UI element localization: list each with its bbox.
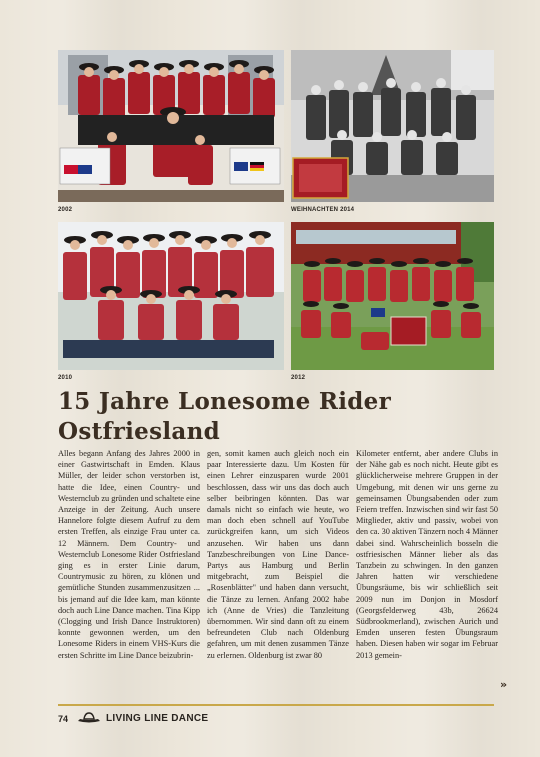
photo-2010 — [58, 222, 284, 370]
footer-divider — [58, 704, 494, 706]
photo-weihnachten-2014 — [291, 50, 494, 202]
article-column-1 — [58, 448, 200, 661]
photo-2012 — [291, 222, 494, 370]
photo-2002 — [58, 50, 284, 202]
page-number: 74 — [58, 714, 69, 724]
continue-arrow-icon: » — [500, 678, 508, 691]
article-paragraph: gen, somit kamen auch gleich noch ein paar Interessierte dazu. Um Kosten für einen Lehrer einzusparen wurde 2001 beschlossen, dass wir uns das doch auch selber beibringen könnten. Das war damals nicht so einfach wie heute, wo man doch eben schnell auf YouTube zurückgreifen kann, um sich Videos anzusehen. Wir haben uns dann Tanzbeschreibungen von Line Dance-Partys aus Hamburg und Berlin mitgebracht, zum Beispiel die „Rosenblätter" und haben dann versucht, die Tänze zu lernen. Anfang 2002 habe ich (Anne de Vries) die Tanzleitung übernommen. Wir sind dann oft zu einem befreundeten Club nach Oldenburg gefahren, um mit denen zusammen Tänze zu erlernen. Oldenburg ist zwar 80 — [207, 449, 349, 660]
photo-caption-weihnachten-2014: WEIHNACHTEN 2014 — [291, 207, 355, 213]
article-column-3 — [356, 448, 498, 661]
article-column-2 — [207, 448, 349, 661]
article-paragraph: Alles begann Anfang des Jahres 2000 in einer Gastwirtschaft in Emden. Klaus Müller, der leider schon verstorben ist, hatte die Idee, einen Country- und Westernclub zu gründen und schaltete eine Anzeige in der Zeitung. Auch unsere Hannelore folgte diesem Aufruf zu dem ersten Treffen, als einzige Frau unter ca. 12 Männern. Dem Country- und Westernclub Lonesome Rider Ostfriesland ging es in erster Linie darum, Countrymusic zu hören, zu klönen und gemütliche Stunden zusammenzusitzen ... bis jemand auf die Idee kam, man könnte doch auch Line Dance machen. Tina Kipp (Clogging und Irish Dance Instruktoren) konnte gewonnen werden, um den Lonesome Riders in einem VHS-Kurs die ersten Schritte im Line Dance beizubrin- — [58, 449, 200, 660]
cowboy-hat-logo-icon — [76, 711, 102, 725]
photo-caption-2012: 2012 — [291, 375, 306, 381]
magazine-name: LIVING LINE DANCE — [106, 713, 209, 724]
photo-caption-2002: 2002 — [58, 207, 73, 213]
article-title: 15 Jahre Lonesome Rider Ostfriesland — [58, 388, 391, 445]
photo-caption-2010: 2010 — [58, 375, 73, 381]
article-paragraph: Kilometer entfernt, aber andere Clubs in der Nähe gab es noch nicht. Heute gibt es glücklicherweise mehrere Gruppen in der Umgebung, mit denen wir uns gerne zu gemeinsamen Übungsabenden oder zum Feiern treffen. Inzwischen sind wir fast 50 Mitglieder, aktiv und passiv, wobei von den ca. 30 aktiven Tänzern noch 4 Männer dabei sind. Wahrscheinlich bosseln die ostfriesischen Männer lieber als das Tanzbein zu schwingen. In den ganzen Jahren hatten wir verschiedene Übungsräume, bis wir schließlich seit 2009 nun im Donjon in Mosdorf (Georgsfelderweg 43b, 26624 Südbrookmerland), zwischen Aurich und Emden unseren festen Übungsraum haben. Diesen haben wir sogar im Februar 2013 gemein- — [356, 449, 498, 660]
